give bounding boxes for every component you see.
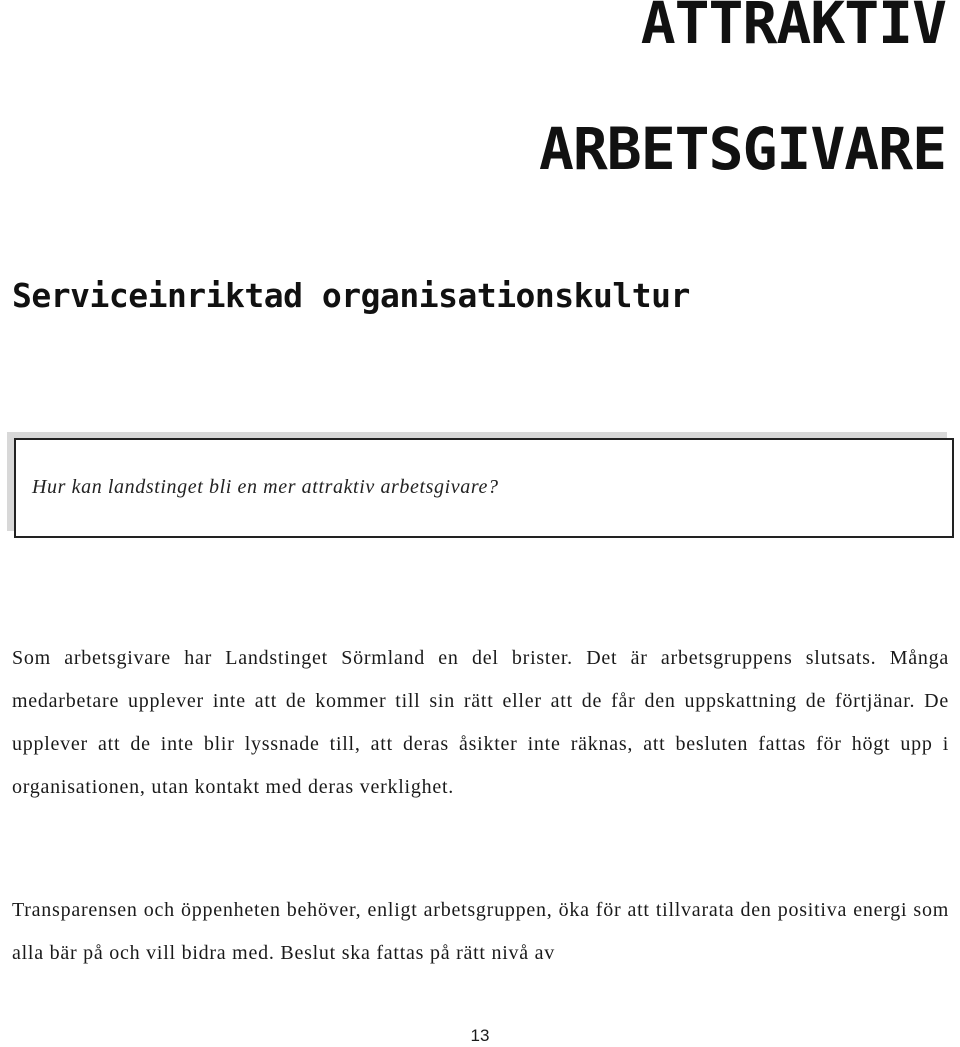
page-title-line-1: ATTRAKTIV — [640, 0, 946, 57]
page-title-line-2: ARBETSGIVARE — [538, 115, 946, 183]
callout-question: Hur kan landstinget bli en mer attraktiv arbetsgivare? — [32, 476, 499, 498]
section-subtitle: Serviceinriktad organisationskultur — [12, 276, 690, 315]
body-paragraph: Som arbetsgivare har Landstinget Sörmland en del brister. Det är arbetsgruppens slutsats. Många medarbetare upplever inte att de kommer till sin rätt eller att de får den uppskattning de förtjänar. De upplever att de inte blir lyssnade till, att deras åsikter inte räknas, att besluten fattas för högt upp i organisationen, utan kontakt med deras verklighet. — [12, 647, 949, 798]
question-callout-box — [14, 438, 954, 538]
page-number: 13 — [470, 1026, 490, 1045]
body-paragraph: Transparensen och öppenheten behöver, enligt arbetsgruppen, öka för att tillvarata den positiva energi som alla bär på och vill bidra med. Beslut ska fattas på rätt nivå av — [12, 899, 949, 964]
